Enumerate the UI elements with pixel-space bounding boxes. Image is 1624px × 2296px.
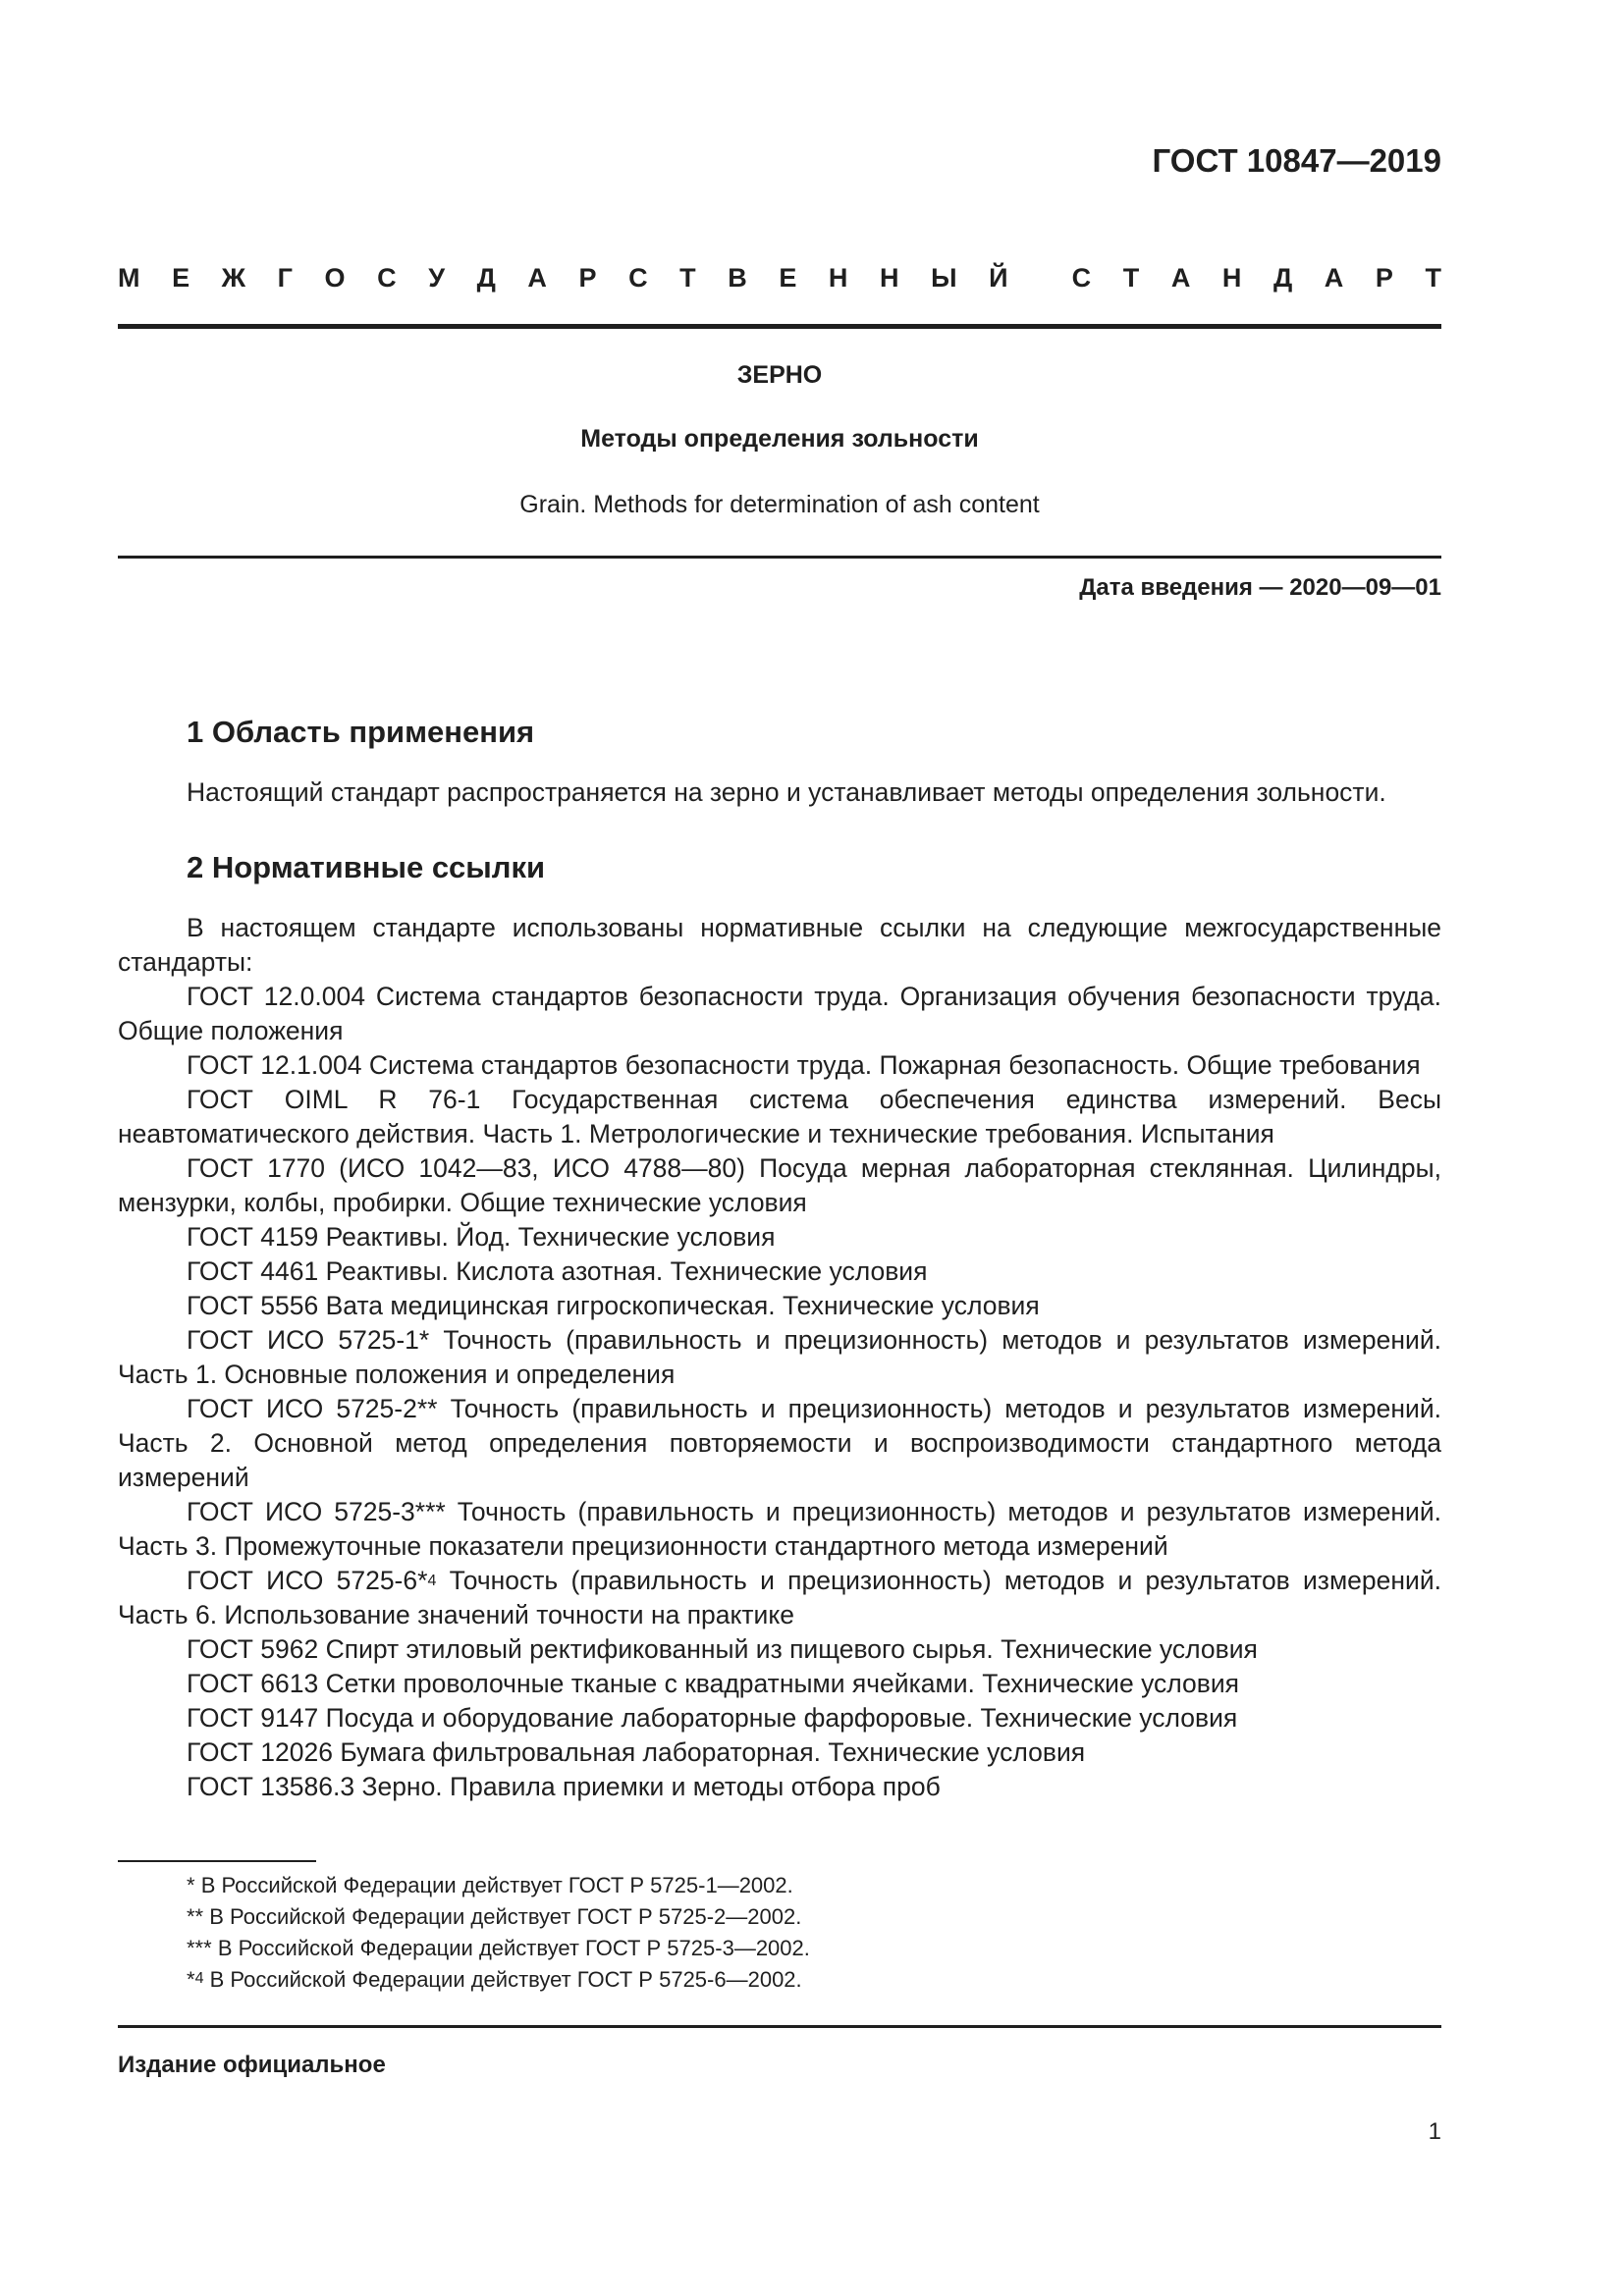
footnote-text: В Российской Федерации действует ГОСТ Р 5725-6—2002. [209,1967,802,1992]
ribbon-letter: Е [172,263,190,293]
reference-title: Вата медицинская гигроскопическая. Технические условия [325,1291,1040,1320]
ribbon-letter: С [377,263,397,293]
reference-code: ГОСТ 13586.3 [187,1772,355,1801]
footnote-mark: * [187,1873,195,1897]
reference-code: ГОСТ 12026 [187,1737,333,1767]
reference-item [118,1667,1441,1701]
reference-title: Посуда и оборудование лабораторные фарфоровые. Технические условия [325,1703,1238,1733]
reference-item [118,1255,1441,1289]
footnote-mark: ** [187,1904,204,1929]
reference-title: Система стандартов безопасности труда. Пожарная безопасность. Общие требования [368,1050,1421,1080]
footnotes [187,1870,810,1996]
header-rule [118,324,1441,329]
reference-title: Государственная система обеспечения единства измерений. Весы неавтоматического действия. Часть 1. Метрологические и технические требования. Испытания [118,1085,1441,1148]
ribbon-letter: А [1324,263,1344,293]
ribbon-letter: Д [476,263,496,293]
footnote-text: В Российской Федерации действует ГОСТ Р 5725-3—2002. [217,1936,810,1960]
reference-title: Точность (правильность и прецизионность) методов и результатов измерений. Часть 2. Основной метод определения повторяемости и воспроизводимости стандартного метода измерений [118,1394,1441,1492]
ribbon-letter: Д [1272,263,1293,293]
document-title: ЗЕРНО [736,361,823,389]
reference-title: Зерно. Правила приемки и методы отбора проб [361,1772,941,1801]
footnote-mark-sup: 4 [194,1970,204,1987]
ribbon-letter: Н [1221,263,1242,293]
footnote [187,1901,810,1933]
ribbon-letter: Г [277,263,293,293]
ribbon-letter: С [628,263,648,293]
section-2-body [118,911,1441,1804]
reference-title: Спирт этиловый ректификованный из пищевого сырья. Технические условия [325,1634,1258,1664]
ribbon-letter: Т [679,263,696,293]
ribbon-letter: Т [1122,263,1140,293]
reference-item [118,1323,1441,1392]
reference-title: Точность (правильность и прецизионность) методов и результатов измерений. Часть 1. Основные положения и определения [118,1325,1441,1389]
reference-item [118,1495,1441,1564]
reference-code: ГОСТ 1770 (ИСО 1042—83, ИСО 4788—80) [187,1153,745,1183]
introduction-date: Дата введения — 2020—09—01 [1079,574,1441,601]
ribbon-letter: Р [578,263,597,293]
reference-title: Бумага фильтровальная лабораторная. Технические условия [340,1737,1086,1767]
reference-code: ГОСТ 12.0.004 [187,982,365,1011]
reference-item [118,1735,1441,1770]
english-title: Grain. Methods for determination of ash content [519,491,1040,518]
reference-item [118,1632,1441,1667]
reference-code: ГОСТ 6613 [187,1669,319,1698]
reference-title: Реактивы. Йод. Технические условия [325,1222,776,1252]
reference-item [118,1564,1441,1632]
ribbon-letter: А [527,263,547,293]
ribbon-letter: Ж [221,263,246,293]
reference-item [118,1289,1441,1323]
document-subtitle: Методы определения зольности [580,425,979,453]
footnote-mark: *** [187,1936,212,1960]
footnote-text: В Российской Федерации действует ГОСТ Р 5725-1—2002. [200,1873,793,1897]
reference-code: ГОСТ 5962 [187,1634,319,1664]
reference-item [118,1220,1441,1255]
ribbon-letter: Н [880,263,899,293]
reference-code: ГОСТ ИСО 5725-6* [187,1566,428,1595]
section-1-text: Настоящий стандарт распространяется на зерно и устанавливает методы определения зольности. [187,777,1386,807]
reference-title: Посуда мерная лабораторная стеклянная. Цилиндры, мензурки, колбы, пробирки. Общие технические условия [118,1153,1441,1217]
interstate-standard-ribbon [118,263,1441,294]
reference-code: ГОСТ 5556 [187,1291,319,1320]
reference-code: ГОСТ ИСО 5725-2** [187,1394,438,1423]
reference-code: ГОСТ OIML R 76-1 [187,1085,481,1114]
reference-item [118,1083,1441,1151]
ribbon-letter: В [728,263,747,293]
official-edition-label: Издание официальное [118,2052,386,2078]
page-number: 1 [1428,2118,1441,2145]
section-2-heading: 2 Нормативные ссылки [187,850,546,884]
title-rule [118,556,1441,559]
reference-code: ГОСТ 9147 [187,1703,319,1733]
reference-item [118,1048,1441,1083]
reference-item [118,1151,1441,1220]
section-2-intro: В настоящем стандарте использованы нормативные ссылки на следующие межгосударственные стандарты: [118,913,1441,977]
footnote-mark: * [187,1967,195,1992]
ribbon-letter: Т [1425,263,1441,293]
reference-code: ГОСТ 4159 [187,1222,319,1252]
footnote-text: В Российской Федерации действует ГОСТ Р 5725-2—2002. [209,1904,802,1929]
footer-rule [118,2025,1441,2028]
reference-item [118,1392,1441,1495]
reference-code: ГОСТ ИСО 5725-3*** [187,1497,446,1526]
reference-code: ГОСТ ИСО 5725-1* [187,1325,430,1355]
ribbon-letter: Е [779,263,797,293]
reference-title: Система стандартов безопасности труда. Организация обучения безопасности труда. Общие положения [118,982,1441,1045]
reference-code: ГОСТ 12.1.004 [187,1050,362,1080]
footnote [187,1964,810,1996]
footnote [187,1933,810,1964]
ribbon-letter: Й [989,263,1008,293]
ribbon-letter: У [428,263,446,293]
footnote [187,1870,810,1901]
reference-item [118,980,1441,1048]
section-1-body [118,775,1441,810]
reference-title: Реактивы. Кислота азотная. Технические условия [325,1256,928,1286]
ribbon-letter: Р [1375,263,1393,293]
ribbon-letter: Ы [931,263,957,293]
reference-title: Сетки проволочные тканые с квадратными ячейками. Технические условия [325,1669,1240,1698]
ribbon-letter: М [118,263,140,293]
footnote-separator [118,1860,316,1862]
reference-code: ГОСТ 4461 [187,1256,319,1286]
section-1-heading: 1 Область применения [187,715,535,749]
ribbon-letter: С [1071,263,1092,293]
ribbon-letter: Н [828,263,848,293]
reference-footnote-mark: 4 [427,1573,437,1589]
reference-list [118,980,1441,1804]
ribbon-letter: О [324,263,346,293]
reference-title: Точность (правильность и прецизионность) методов и результатов измерений. Часть 6. Использование значений точности на практике [118,1566,1441,1629]
document-code: ГОСТ 10847—2019 [1152,142,1441,179]
reference-item [118,1701,1441,1735]
ribbon-letter: А [1170,263,1191,293]
reference-title: Точность (правильность и прецизионность) методов и результатов измерений. Часть 3. Промежуточные показатели прецизионности стандартного метода измерений [118,1497,1441,1561]
reference-item [118,1770,1441,1804]
